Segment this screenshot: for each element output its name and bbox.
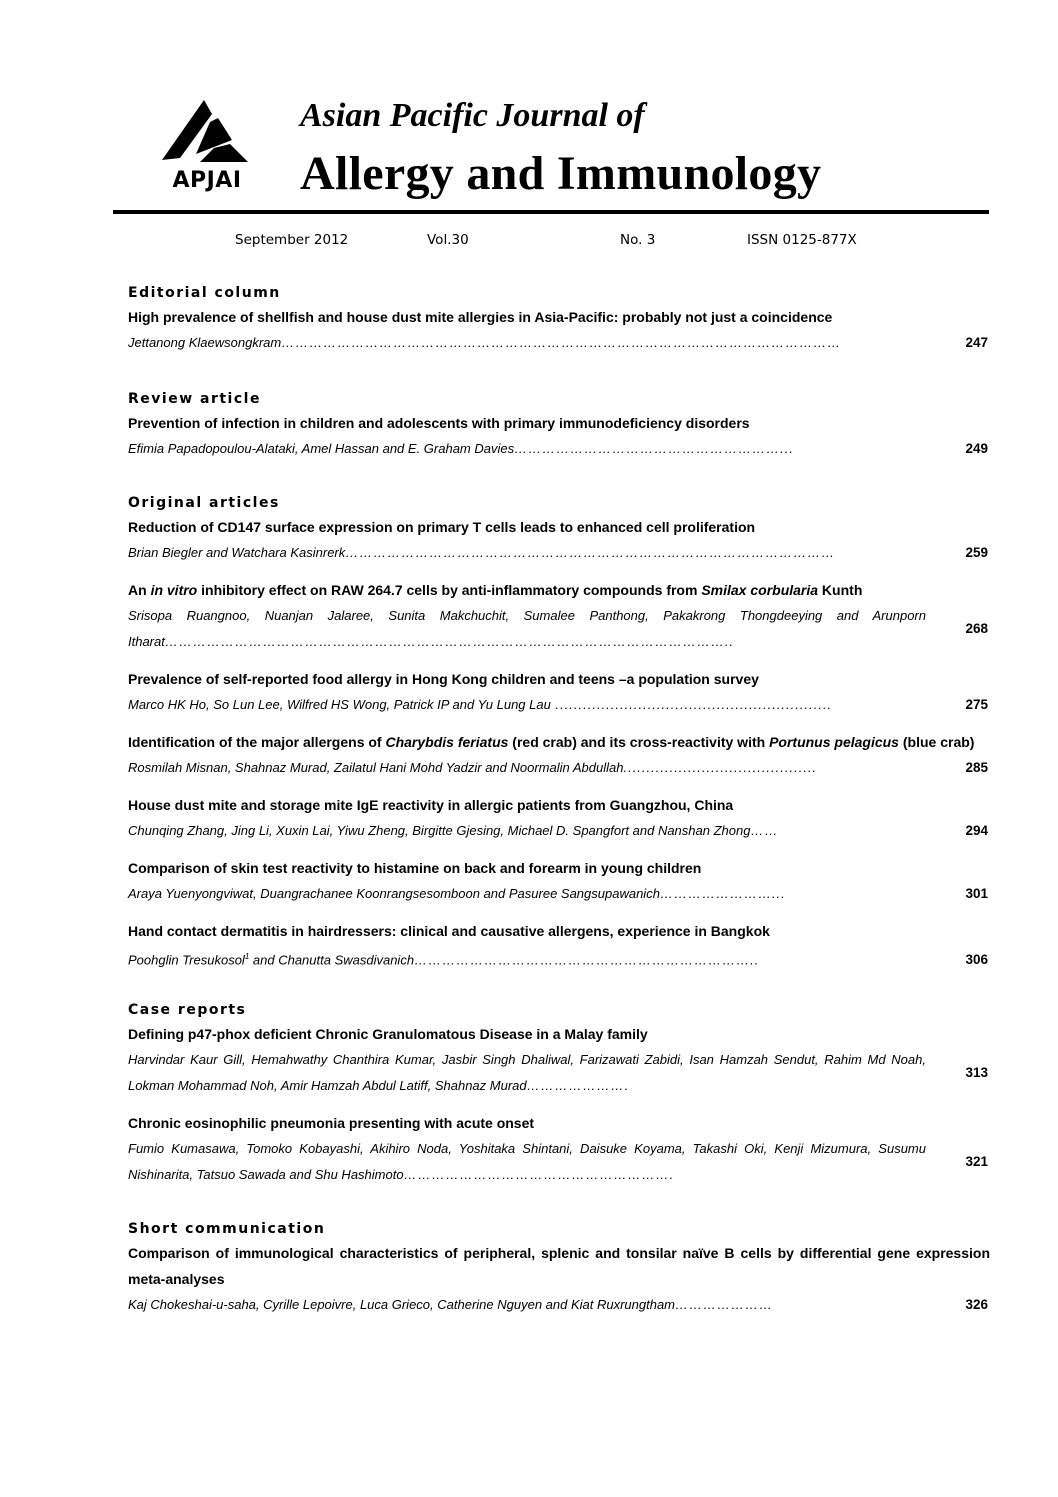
article-authors [128,330,926,356]
article-title[interactable]: Prevalence of self-reported food allergy in Hong Kong children and teens –a population survey [128,671,759,687]
header-rule [113,210,989,214]
article-title[interactable]: Defining p47-phox deficient Chronic Granulomatous Disease in a Malay family [128,1026,648,1043]
article-title[interactable]: Comparison of immunological characteristics of peripheral, splenic and tonsilar naïve B cells by differential gene expression meta-analyses [128,1245,990,1288]
toc-entry[interactable] [128,410,990,462]
article-authors [128,1136,926,1188]
section-heading: Original articles [128,495,280,511]
page-number: 321 [965,1154,988,1170]
toc-entry[interactable] [128,1110,990,1188]
logo-text: APJAI [172,168,242,193]
species-name: Portunus pelagicus [769,734,899,750]
article-title[interactable]: House dust mite and storage mite IgE reactivity in allergic patients from Guangzhou, China [128,797,734,813]
leader-dots: …………………………………………………………………………………………… [345,545,836,560]
volume: Vol.30 [427,232,469,248]
toc-entry[interactable] [128,304,990,356]
leader-dots: .......................................... [623,760,818,775]
author-names: Rosmilah Misnan, Shahnaz Murad, Zailatul Hani Mohd Yadzir and Noormalin Abdullah [128,760,624,775]
issue-date: September 2012 [235,232,349,248]
page-number: 285 [965,760,988,775]
title-text: Identification of the major allergens of [128,734,386,750]
author-names: Harvindar Kaur Gill, Hemahwathy Chanthira Kumar, Jasbir Singh Dhaliwal, Farizawati Zabidi, Isan Hamzah Sendut, Rahim Md Noah, Lokman Mohammad Noh, Amir Hamzah Abdul Latiff, Shahnaz Murad [128,1052,926,1094]
issue-number: No. 3 [620,232,656,248]
article-authors [128,881,926,907]
leader-dots: …………………. [526,1078,630,1094]
leader-dots: ………………………………………………………………………………………………………….. [164,634,735,649]
author-names: Chunqing Zhang, Jing Li, Xuxin Lai, Yiwu Zheng, Birgitte Gjesing, Michael D. Spangfort and Nanshan Zhong [128,823,751,838]
species-name: Charybdis feriatus [385,734,509,750]
page-number: 268 [965,621,988,636]
section-heading: Review article [128,391,261,407]
toc-entry[interactable] [128,1240,990,1318]
article-authors [128,755,926,781]
article-title[interactable]: Hand contact dermatitis in hairdressers: clinical and causative allergens, experience in Bangkok [128,923,770,939]
article-authors [128,944,926,973]
article-authors [128,540,926,566]
species-name: in vitro [150,582,198,598]
toc-section [128,388,990,462]
author-name: Poohglin Tresukosol [128,952,245,968]
article-authors [128,692,926,718]
title-text: (blue crab) [898,734,975,750]
issn: ISSN 0125-877X [747,232,857,248]
toc-section [128,282,990,356]
leader-dots: …………………………………………………... [514,441,794,456]
leader-dots: ………………… [675,1297,774,1313]
article-authors [128,1292,926,1318]
toc-entry[interactable] [128,918,990,973]
leader-dots: ……………………………………………………………….. [414,952,760,968]
toc-entry[interactable] [128,1021,990,1099]
journal-logo [152,100,262,192]
author-names: Brian Biegler and Watchara Kasinrerk [128,545,346,560]
title-text: (red crab) and its cross-reactivity with [508,734,770,750]
article-authors [128,1047,926,1099]
article-title[interactable]: Comparison of skin test reactivity to histamine on back and forearm in young children [128,860,702,876]
leader-dots: ……………………... [659,886,786,901]
species-name: Smilax corbularia [701,582,819,598]
toc-section [128,1218,990,1318]
affiliation-mark: 1 [244,952,250,961]
page-number: 247 [965,335,988,350]
toc-entry[interactable] [128,666,990,718]
toc-entry[interactable] [128,514,990,566]
author-names: Efimia Papadopoulou-Alataki, Amel Hassan and E. Graham Davies [128,441,515,456]
page-number: 306 [965,952,988,968]
toc-entry[interactable] [128,792,990,844]
author-names: Fumio Kumasawa, Tomoko Kobayashi, Akihiro Noda, Yoshitaka Shintani, Daisuke Koyama, Takashi Oki, Kenji Mizumura, Susumu Nishinarita, Tatsuo Sawada and Shu Hashimoto [128,1141,926,1183]
title-text: An [128,582,151,598]
leader-dots: …………………………………………………. [403,1167,675,1183]
toc-entry[interactable] [128,855,990,907]
apjai-mountain-icon [160,100,252,164]
leader-dots: ............................................................ [550,697,833,712]
table-of-contents [128,282,990,1329]
section-heading: Editorial column [128,285,281,301]
toc-entry[interactable] [128,729,990,781]
section-heading: Case reports [128,1002,247,1019]
page-number: 326 [965,1297,988,1313]
toc-entry[interactable] [128,577,990,655]
leader-dots: ………………………………………………………………………………………………………… [281,335,842,350]
leader-dots: …… [750,823,779,838]
journal-title-line1: Asian Pacific Journal of [300,97,645,134]
toc-section [128,492,990,973]
page-number: 294 [965,823,988,838]
journal-title-line2: Allergy and Immunology [300,147,822,200]
article-title[interactable]: Prevention of infection in children and adolescents with primary immunodeficiency disorders [128,415,750,431]
article-authors [128,603,926,655]
page-number: 301 [965,886,988,901]
page-number: 275 [965,697,988,712]
author-names: Kaj Chokeshai-u-saha, Cyrille Lepoivre, Luca Grieco, Catherine Nguyen and Kiat Ruxrungtham [128,1297,676,1313]
title-text: inhibitory effect on RAW 264.7 cells by anti-inflammatory compounds from [197,582,702,598]
article-title[interactable]: Chronic eosinophilic pneumonia presenting with acute onset [128,1115,535,1132]
author-names: Srisopa Ruangnoo, Nuanjan Jalaree, Sunita Makchuchit, Sumalee Panthong, Pakakrong Thongdeeying and Arunporn Itharat [128,608,926,649]
page-number: 249 [965,441,988,456]
author-names: Marco HK Ho, So Lun Lee, Wilfred HS Wong, Patrick IP and Yu Lung Lau [128,697,551,712]
article-title[interactable]: Reduction of CD147 surface expression on primary T cells leads to enhanced cell proliferation [128,519,756,535]
author-name: and Chanutta Swasdivanich [249,952,415,968]
page-number: 313 [965,1065,988,1081]
article-authors [128,818,926,844]
article-authors [128,436,926,462]
author-names: Araya Yuenyongviwat, Duangrachanee Koonrangsesomboon and Pasuree Sangsupawanich [128,886,660,901]
author-names: Jettanong Klaewsongkram [128,335,282,350]
section-heading: Short communication [128,1221,326,1238]
article-title[interactable]: High prevalence of shellfish and house dust mite allergies in Asia-Pacific: probably not just a coincidence [128,309,833,325]
article-title[interactable] [128,729,990,755]
article-title[interactable] [128,577,990,603]
title-text: Kunth [818,582,863,598]
page-number: 259 [965,545,988,560]
toc-section [128,999,990,1188]
